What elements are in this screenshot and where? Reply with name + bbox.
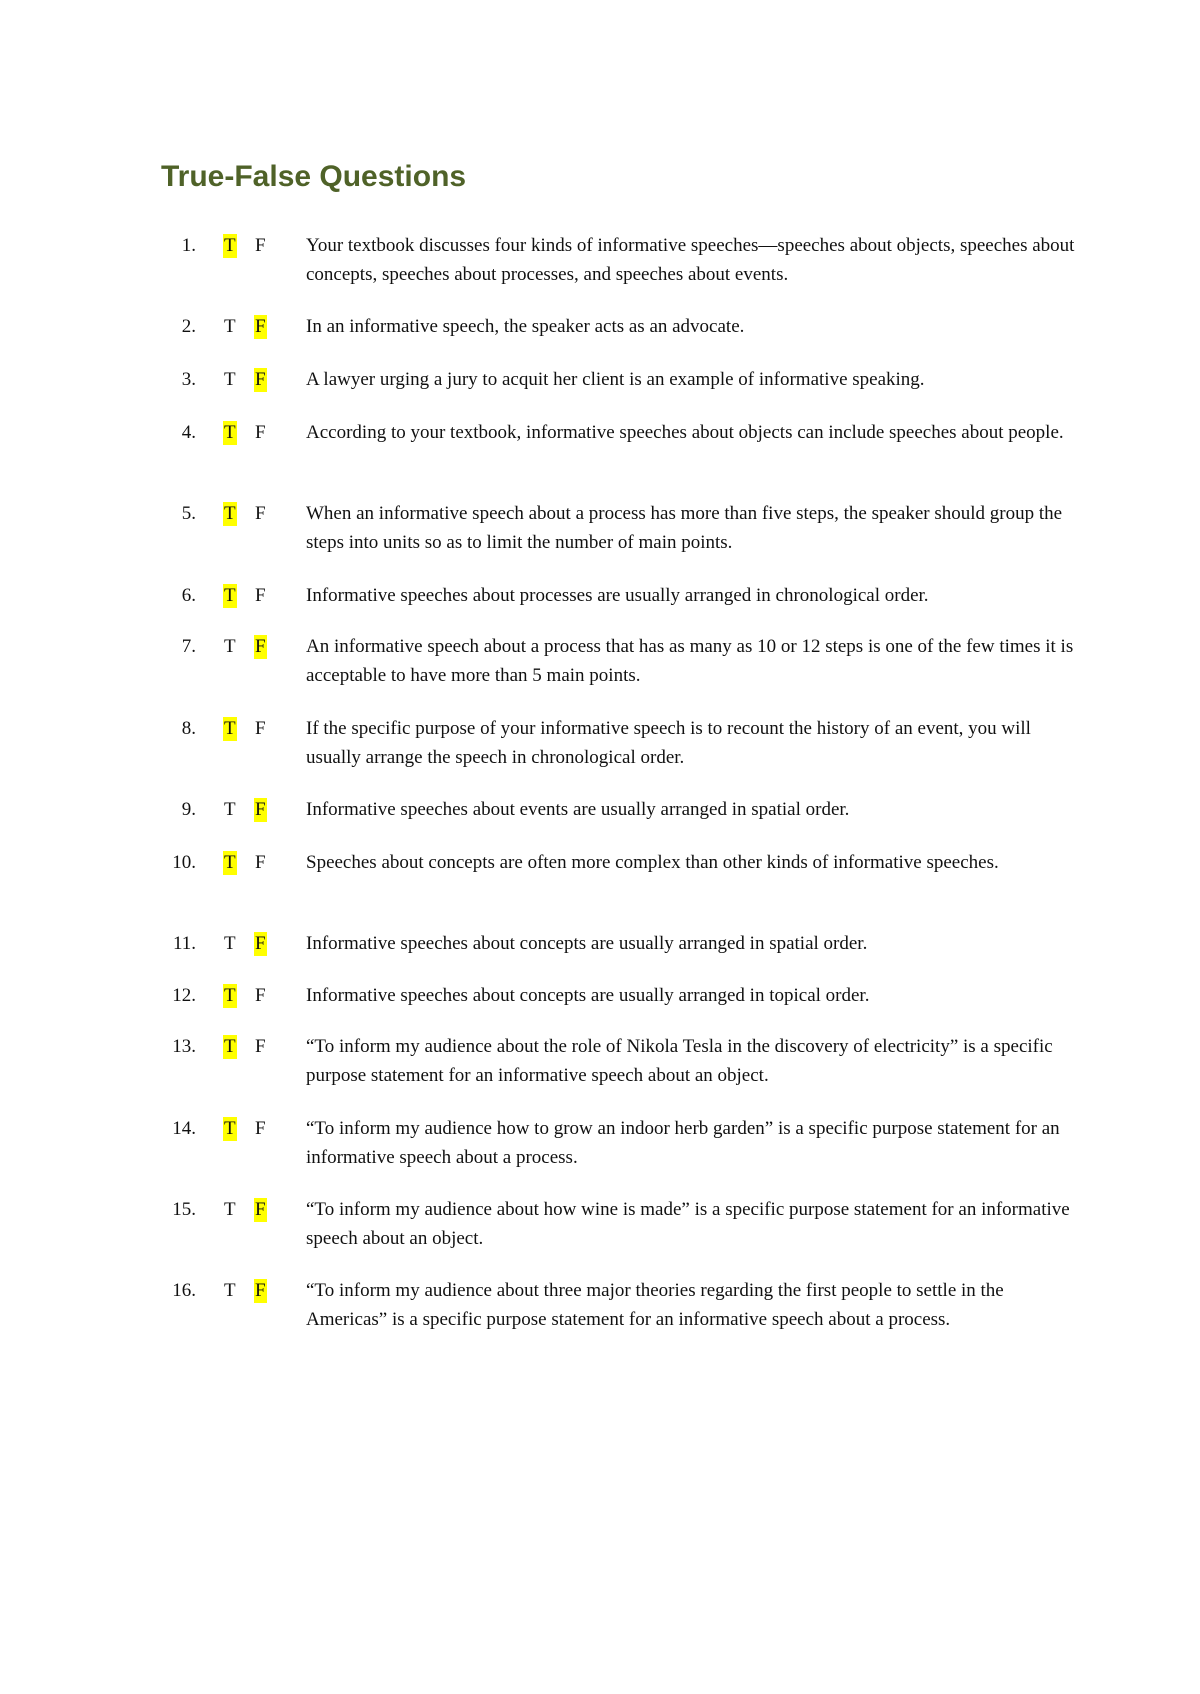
question-number: 11.	[172, 933, 196, 954]
question-text: “To inform my audience about three major theories regarding the first people to settle in the Americas” is a specific purpose statement for an informative speech about a process.	[306, 1280, 1004, 1330]
option-true: T	[224, 1118, 236, 1139]
question-number: 7.	[181, 636, 196, 657]
option-true: T	[224, 585, 236, 606]
question-number: 9.	[181, 799, 196, 820]
question-text: Informative speeches about concepts are usually arranged in spatial order.	[306, 933, 868, 954]
question-number: 16.	[172, 1280, 196, 1301]
option-false: F	[255, 503, 266, 524]
question-text: “To inform my audience about the role of Nikola Tesla in the discovery of electricity” is a specific purpose statement for an informative speech about an object.	[306, 1036, 1053, 1086]
option-true: T	[224, 852, 236, 873]
option-true: T	[224, 1280, 236, 1301]
option-false: F	[255, 235, 266, 256]
option-false: F	[255, 718, 266, 739]
question-number: 15.	[172, 1199, 196, 1220]
option-false: F	[255, 369, 266, 390]
question-number: 3.	[181, 369, 196, 390]
question-number: 2.	[181, 316, 196, 337]
question-text: Informative speeches about concepts are usually arranged in topical order.	[306, 985, 870, 1006]
option-true: T	[224, 933, 236, 954]
option-true: T	[224, 1036, 236, 1057]
option-true: T	[224, 316, 236, 337]
question-number: 8.	[181, 718, 196, 739]
question-text: Speeches about concepts are often more complex than other kinds of informative speeches.	[306, 852, 999, 873]
option-true: T	[224, 799, 236, 820]
option-false: F	[255, 1199, 266, 1220]
question-number: 6.	[181, 585, 196, 606]
page-title: True-False Questions	[161, 160, 467, 193]
option-true: T	[224, 636, 236, 657]
option-true: T	[224, 235, 236, 256]
option-false: F	[255, 422, 266, 443]
question-text: If the specific purpose of your informative speech is to recount the history of an event, you will usually arrange the speech in chronological order.	[306, 718, 1031, 768]
option-true: T	[224, 422, 236, 443]
question-number: 5.	[181, 503, 196, 524]
question-number: 12.	[172, 985, 196, 1006]
option-true: T	[224, 369, 236, 390]
option-true: T	[224, 1199, 236, 1220]
question-text: Your textbook discusses four kinds of informative speeches—speeches about objects, speeches about concepts, speeches about processes, and speeches about events.	[306, 235, 1075, 285]
question-number: 4.	[181, 422, 196, 443]
question-number: 10.	[172, 852, 196, 873]
option-false: F	[255, 799, 266, 820]
question-text: According to your textbook, informative speeches about objects can include speeches about people.	[306, 422, 1064, 443]
option-true: T	[224, 985, 236, 1006]
option-true: T	[224, 503, 236, 524]
question-number: 13.	[172, 1036, 196, 1057]
option-false: F	[255, 985, 266, 1006]
option-false: F	[255, 636, 266, 657]
question-text: Informative speeches about processes are usually arranged in chronological order.	[306, 585, 929, 606]
question-text: In an informative speech, the speaker acts as an advocate.	[306, 316, 745, 337]
question-text: “To inform my audience about how wine is made” is a specific purpose statement for an informative speech about an object.	[306, 1199, 1070, 1249]
question-text: A lawyer urging a jury to acquit her client is an example of informative speaking.	[306, 369, 925, 390]
question-text: Informative speeches about events are usually arranged in spatial order.	[306, 799, 850, 820]
option-false: F	[255, 585, 266, 606]
question-text: An informative speech about a process that has as many as 10 or 12 steps is one of the few times it is acceptable to have more than 5 main points.	[306, 636, 1074, 686]
option-false: F	[255, 316, 266, 337]
option-true: T	[224, 718, 236, 739]
option-false: F	[255, 1280, 266, 1301]
option-false: F	[255, 852, 266, 873]
option-false: F	[255, 1036, 266, 1057]
question-number: 14.	[172, 1118, 196, 1139]
question-text: “To inform my audience how to grow an indoor herb garden” is a specific purpose statement for an informative speech about a process.	[306, 1118, 1060, 1168]
question-number: 1.	[181, 235, 196, 256]
question-text: When an informative speech about a process has more than five steps, the speaker should group the steps into units so as to limit the number of main points.	[306, 503, 1063, 553]
option-false: F	[255, 933, 266, 954]
option-false: F	[255, 1118, 266, 1139]
